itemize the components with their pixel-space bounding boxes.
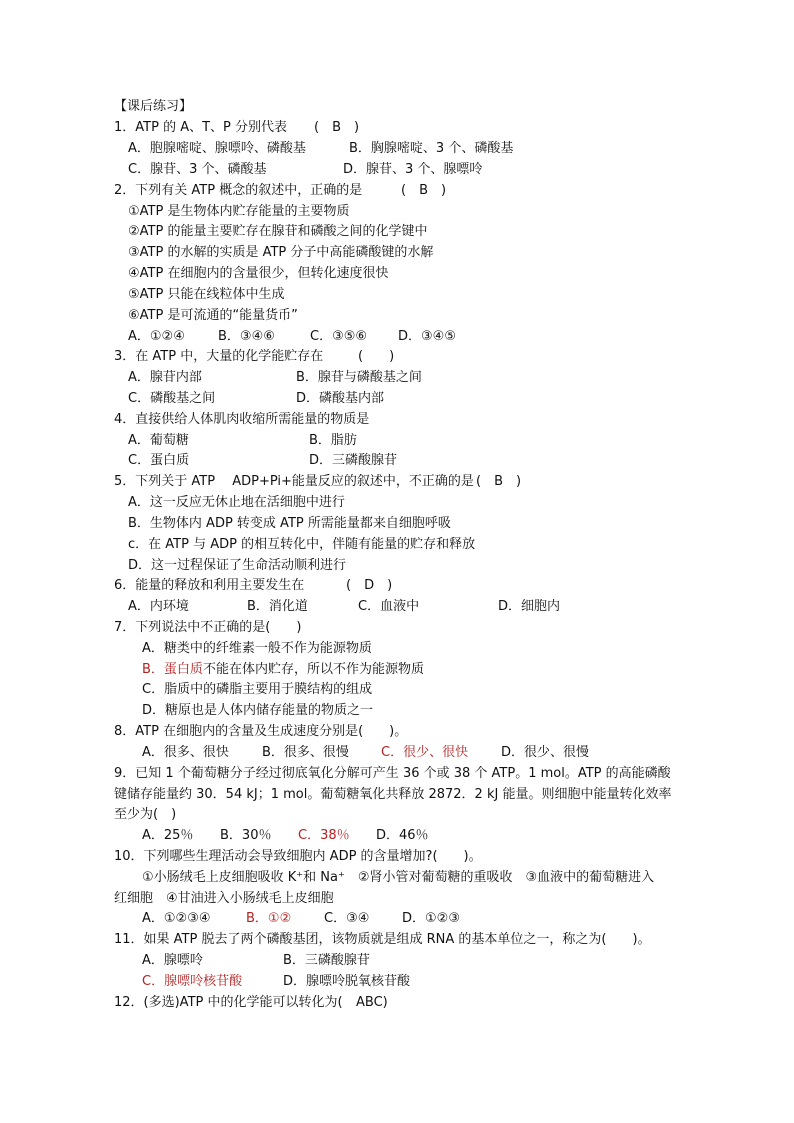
- q1-option-b: B．胸腺嘧啶、3 个、磷酸基: [349, 141, 514, 156]
- q8-option-c: C．很少、很快: [381, 745, 469, 760]
- q2-option-d: D．③④⑤: [398, 329, 456, 344]
- q2-statement-3: ③ATP 的水解的实质是 ATP 分子中高能磷酸键的水解: [128, 245, 434, 260]
- q10-stem: 10．下列哪些生理活动会导致细胞内 ADP 的含量增加?( )。: [114, 849, 482, 864]
- q6-option-c: C．血液中: [358, 599, 420, 614]
- q8-option-d: D．很少、很慢: [501, 745, 590, 760]
- q12-stem: 12．(多选)ATP 中的化学能可以转化为(: [114, 995, 343, 1010]
- q2-option-a: A．①②④: [128, 329, 185, 344]
- q2-statement-2: ②ATP 的能量主要贮存在腺苷和磷酸之间的化学键中: [128, 224, 428, 239]
- q9-option-c: C．38％: [298, 828, 350, 843]
- q7-option-b: [142, 661, 424, 679]
- q11-option-b: B．三磷酸腺苷: [283, 953, 370, 968]
- q6-option-d: D．细胞内: [498, 599, 561, 614]
- q7-option-b-letter: B．: [142, 662, 164, 677]
- q4-option-c: C．蛋白质: [128, 453, 190, 468]
- q6-option-a: A．内环境: [128, 599, 189, 614]
- q4-option-d: D．三磷酸腺苷: [309, 453, 398, 468]
- q6-stem: 6．能量的释放和利用主要发生在: [114, 578, 305, 593]
- q7-option-c: C．脂质中的磷脂主要用于膜结构的组成: [142, 682, 373, 697]
- q7-stem: 7．下列说法中不正确的是( ): [114, 620, 302, 635]
- section-heading: 【课后练习】: [114, 99, 193, 114]
- q5-option-d: D．这一过程保证了生命活动顺利进行: [128, 558, 347, 573]
- q11-option-d: D．腺嘌呤脱氧核苷酸: [283, 974, 411, 989]
- q7-option-b-highlight: 蛋白质: [163, 662, 203, 677]
- q3-option-a: A．腺苷内部: [128, 370, 202, 385]
- q11-option-a: A．腺嘌呤: [142, 953, 203, 968]
- q3-stem: 3．在 ATP 中，大量的化学能贮存在: [114, 349, 324, 364]
- q11-stem: 11．如果 ATP 脱去了两个磷酸基团，该物质就是组成 RNA 的基本单位之一，称之为( )。: [114, 932, 651, 947]
- q9-option-a: A．25％: [142, 828, 194, 843]
- q9-line-1: 9．已知 1 个葡萄糖分子经过彻底氧化分解可产生 36 个或 38 个 ATP。1 mol。ATP 的高能磷酸: [114, 766, 671, 781]
- q10-option-b: B．①②: [246, 911, 292, 926]
- q4-option-b: B．脂肪: [309, 433, 357, 448]
- q1-option-a: A．胞腺嘧啶、腺嘌呤、磷酸基: [128, 141, 306, 156]
- q10-option-a: A．①②③④: [142, 911, 211, 926]
- q8-option-b: B．很多、很慢: [262, 745, 349, 760]
- q2-statement-4: ④ATP 在细胞内的含量很少，但转化速度很快: [128, 266, 389, 281]
- q10-option-c: C．③④: [324, 911, 370, 926]
- q1-option-c: C．腺苷、3 个、磷酸基: [128, 162, 267, 177]
- q12-answer: ABC): [356, 995, 388, 1010]
- q2-statement-6: ⑥ATP 是可流通的“能量货币”: [128, 308, 298, 323]
- q3-answer: ( ): [358, 349, 395, 364]
- q2-answer: ( B ): [401, 183, 447, 198]
- q9-line-3: 至少为( ): [114, 807, 177, 822]
- q8-option-a: A．很多、很快: [142, 745, 229, 760]
- q10-statements-line-1: ①小肠绒毛上皮细胞吸收 K⁺和 Na⁺ ②肾小管对葡萄糖的重吸收 ③血液中的葡萄糖进入: [142, 870, 655, 885]
- q1-stem: 1．ATP 的 A、T、P 分别代表: [114, 120, 288, 135]
- q2-option-c: C．③⑤⑥: [310, 329, 368, 344]
- q5-stem: 5．下列关于 ATP ADP+Pi+能量反应的叙述中，不正确的是: [114, 474, 474, 489]
- q7-option-a: A．糖类中的纤维素一般不作为能源物质: [142, 641, 372, 656]
- q5-option-a: A．这一反应无休止地在活细胞中进行: [128, 495, 345, 510]
- q9-line-2: 键储存能量约 30．54 kJ；1 mol。葡萄糖氧化共释放 2872．2 kJ 能量。则细胞中能量转化效率: [114, 787, 672, 802]
- q9-option-d: D．46％: [376, 828, 429, 843]
- q10-statements-line-2: 红细胞 ④甘油进入小肠绒毛上皮细胞: [114, 891, 334, 906]
- q5-option-c: c．在 ATP 与 ADP 的相互转化中，伴随有能量的贮存和释放: [128, 537, 476, 552]
- q11-option-c: C．腺嘌呤核苷酸: [142, 974, 243, 989]
- q6-option-b: B．消化道: [247, 599, 308, 614]
- q4-option-a: A．葡萄糖: [128, 433, 189, 448]
- q7-option-b-rest: 不能在体内贮存，所以不作为能源物质: [202, 662, 424, 677]
- q3-option-b: B．腺苷与磷酸基之间: [296, 370, 422, 385]
- q2-stem: 2．下列有关 ATP 概念的叙述中，正确的是: [114, 183, 363, 198]
- q3-option-c: C．磷酸基之间: [128, 391, 216, 406]
- q2-statement-1: ①ATP 是生物体内贮存能量的主要物质: [128, 204, 350, 219]
- q4-stem: 4．直接供给人体肌肉收缩所需能量的物质是: [114, 412, 370, 427]
- q9-option-b: B．30％: [220, 828, 272, 843]
- q8-stem: 8．ATP 在细胞内的含量及生成速度分别是( )。: [114, 724, 408, 739]
- q10-option-d: D．①②③: [402, 911, 460, 926]
- q1-option-d: D．腺苷、3 个、腺嘌呤: [343, 162, 483, 177]
- q2-option-b: B．③④⑥: [218, 329, 275, 344]
- q2-statement-5: ⑤ATP 只能在线粒体中生成: [128, 287, 285, 302]
- q3-option-d: D．磷酸基内部: [296, 391, 385, 406]
- q1-answer: ( B ): [314, 120, 360, 135]
- q5-option-b: B．生物体内 ADP 转变成 ATP 所需能量都来自细胞呼吸: [128, 516, 451, 531]
- q6-answer: ( D ): [346, 578, 393, 593]
- q7-option-d: D．糖原也是人体内储存能量的物质之一: [142, 703, 374, 718]
- q5-answer: ( B ): [476, 474, 522, 489]
